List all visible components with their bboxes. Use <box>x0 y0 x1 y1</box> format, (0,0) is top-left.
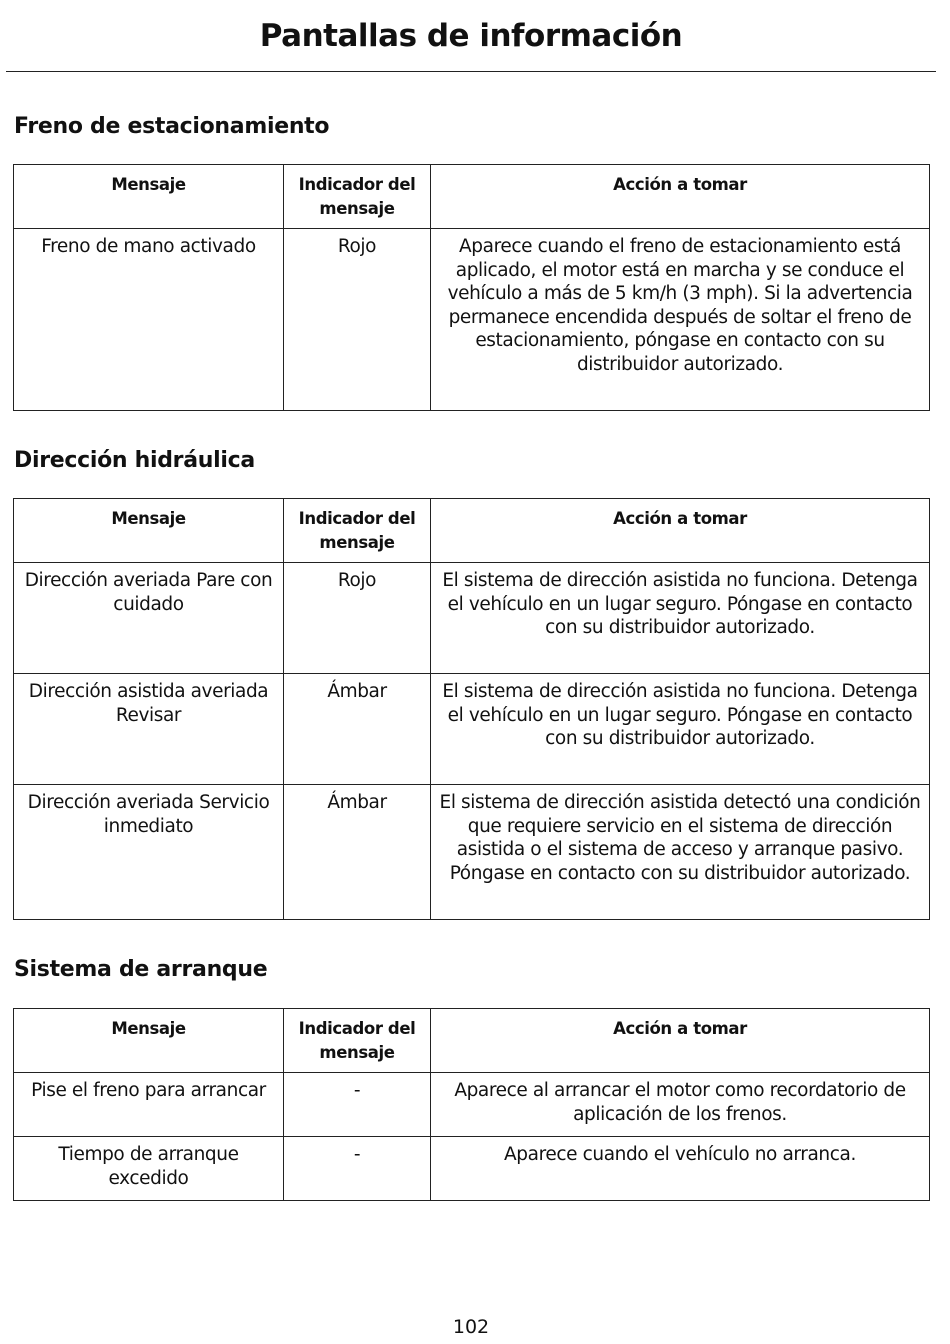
action-cell: Aparece al arrancar el motor como recordatorio de aplicación de los frenos. <box>431 1073 930 1137</box>
table-row <box>14 229 930 411</box>
message-cell: Dirección averiada Pare con cuidado <box>14 563 284 674</box>
power-steering-table <box>13 498 930 920</box>
title-divider <box>6 71 936 72</box>
column-header-message: Mensaje <box>14 165 284 229</box>
indicator-cell: Ámbar <box>284 785 431 920</box>
parking-brake-table <box>13 164 930 411</box>
table-header-row <box>14 499 930 563</box>
message-cell: Dirección averiada Servicio inmediato <box>14 785 284 920</box>
indicator-cell: Rojo <box>284 563 431 674</box>
action-cell: El sistema de dirección asistida no funciona. Detenga el vehículo en un lugar seguro. Póngase en contacto con su distribuidor autorizado. <box>431 563 930 674</box>
table-row <box>14 785 930 920</box>
action-cell: El sistema de dirección asistida detectó una condición que requiere servicio en el sistema de dirección asistida o el sistema de acceso y arranque pasivo. Póngase en contacto con su distribuidor autorizado. <box>431 785 930 920</box>
column-header-action: Acción a tomar <box>431 499 930 563</box>
section-heading-parking-brake: Freno de estacionamiento <box>14 114 330 139</box>
message-cell: Freno de mano activado <box>14 229 284 411</box>
column-header-indicator: Indicador del mensaje <box>284 1009 431 1073</box>
table-row <box>14 563 930 674</box>
page-title: Pantallas de información <box>259 18 683 54</box>
action-cell: Aparece cuando el freno de estacionamiento está aplicado, el motor está en marcha y se conduce el vehículo a más de 5 km/h (3 mph). Si la advertencia permanece encendida después de soltar el freno de estacionamiento, póngase en contacto con su distribuidor autorizado. <box>431 229 930 411</box>
column-header-indicator: Indicador del mensaje <box>284 499 431 563</box>
column-header-message: Mensaje <box>14 499 284 563</box>
section-heading-power-steering: Dirección hidráulica <box>14 448 255 473</box>
table-row <box>14 674 930 785</box>
indicator-cell: Rojo <box>284 229 431 411</box>
table-row <box>14 1073 930 1137</box>
message-cell: Pise el freno para arrancar <box>14 1073 284 1137</box>
indicator-cell: Ámbar <box>284 674 431 785</box>
action-cell: Aparece cuando el vehículo no arranca. <box>431 1137 930 1201</box>
table-header-row <box>14 1009 930 1073</box>
starting-system-table <box>13 1008 930 1201</box>
section-heading-starting-system: Sistema de arranque <box>14 957 268 982</box>
column-header-action: Acción a tomar <box>431 165 930 229</box>
indicator-cell: - <box>284 1073 431 1137</box>
table-header-row <box>14 165 930 229</box>
column-header-action: Acción a tomar <box>431 1009 930 1073</box>
column-header-indicator: Indicador del mensaje <box>284 165 431 229</box>
indicator-cell: - <box>284 1137 431 1201</box>
message-cell: Tiempo de arranque excedido <box>14 1137 284 1201</box>
table-row <box>14 1137 930 1201</box>
message-cell: Dirección asistida averiada Revisar <box>14 674 284 785</box>
page-number: 102 <box>452 1316 490 1338</box>
column-header-message: Mensaje <box>14 1009 284 1073</box>
action-cell: El sistema de dirección asistida no funciona. Detenga el vehículo en un lugar seguro. Póngase en contacto con su distribuidor autorizado. <box>431 674 930 785</box>
